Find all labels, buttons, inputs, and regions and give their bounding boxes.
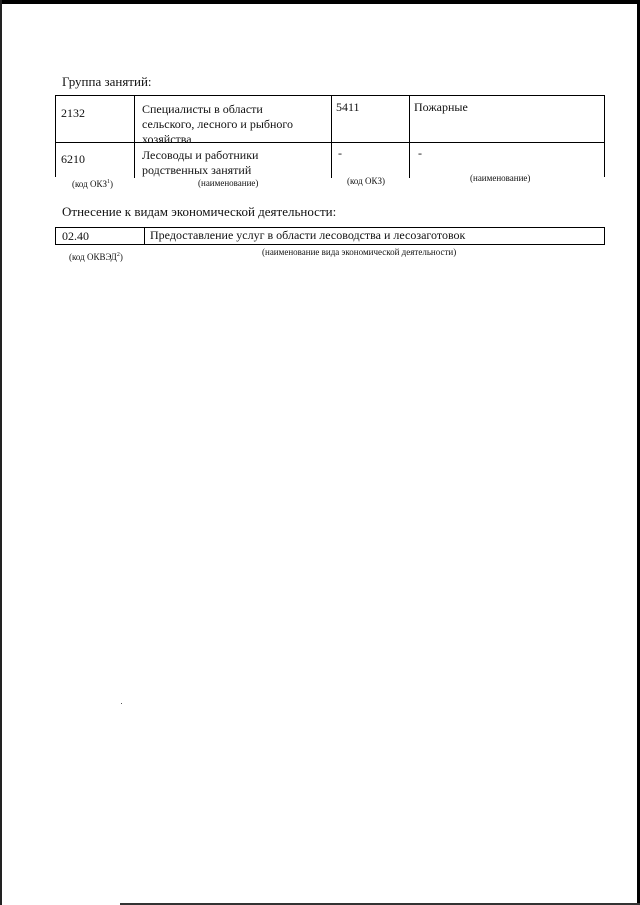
caption-text: ) xyxy=(119,252,123,262)
okz-code-cell: 6210 xyxy=(61,152,85,166)
occupation-name-line: хозяйства xyxy=(142,132,192,146)
table-divider xyxy=(409,96,410,178)
occupation-table xyxy=(55,95,605,177)
okved-code-caption xyxy=(69,252,123,262)
table-divider xyxy=(134,96,135,178)
economic-activity-heading: Отнесение к видам экономической деятельности: xyxy=(62,204,337,219)
okz-code-caption: (код ОКЗ) xyxy=(347,176,385,186)
caption-text: (код ОКВЭД xyxy=(69,252,117,262)
occupation-name-line: родственных занятий xyxy=(142,163,252,177)
occupation-name-cell: - xyxy=(418,146,422,160)
occupation-group-heading: Группа занятий: xyxy=(62,74,152,89)
table-divider xyxy=(144,228,145,244)
okz-code-cell: 2132 xyxy=(61,106,85,120)
occupation-name-line: Специалисты в области xyxy=(142,102,263,116)
occupation-name-cell: Пожарные xyxy=(414,100,468,114)
table-row-divider xyxy=(56,142,604,143)
activity-name-caption: (наименование вида экономической деятельности) xyxy=(262,247,457,257)
okz-code-caption xyxy=(72,179,113,189)
okved-table xyxy=(55,227,605,245)
caption-text: ) xyxy=(110,179,113,189)
okved-name-cell: Предоставление услуг в области лесоводства и лесозаготовок xyxy=(150,228,466,242)
okz-code-cell: - xyxy=(338,146,342,160)
okz-code-cell: 5411 xyxy=(336,100,360,114)
okved-code-cell: 02.40 xyxy=(62,229,89,243)
footnote-mark: 2 xyxy=(116,252,120,258)
occupation-name-line: сельского, лесного и рыбного xyxy=(142,117,294,131)
scan-border-left xyxy=(0,0,2,905)
scan-border-top xyxy=(0,0,640,4)
caption-text: (код ОКЗ xyxy=(72,179,107,189)
name-caption: (наименование) xyxy=(470,173,531,183)
scan-speck xyxy=(121,703,122,704)
footnote-mark: 1 xyxy=(107,179,110,185)
table-divider xyxy=(331,96,332,178)
occupation-name-line: Лесоводы и работники xyxy=(142,148,259,162)
name-caption: (наименование) xyxy=(198,178,259,188)
